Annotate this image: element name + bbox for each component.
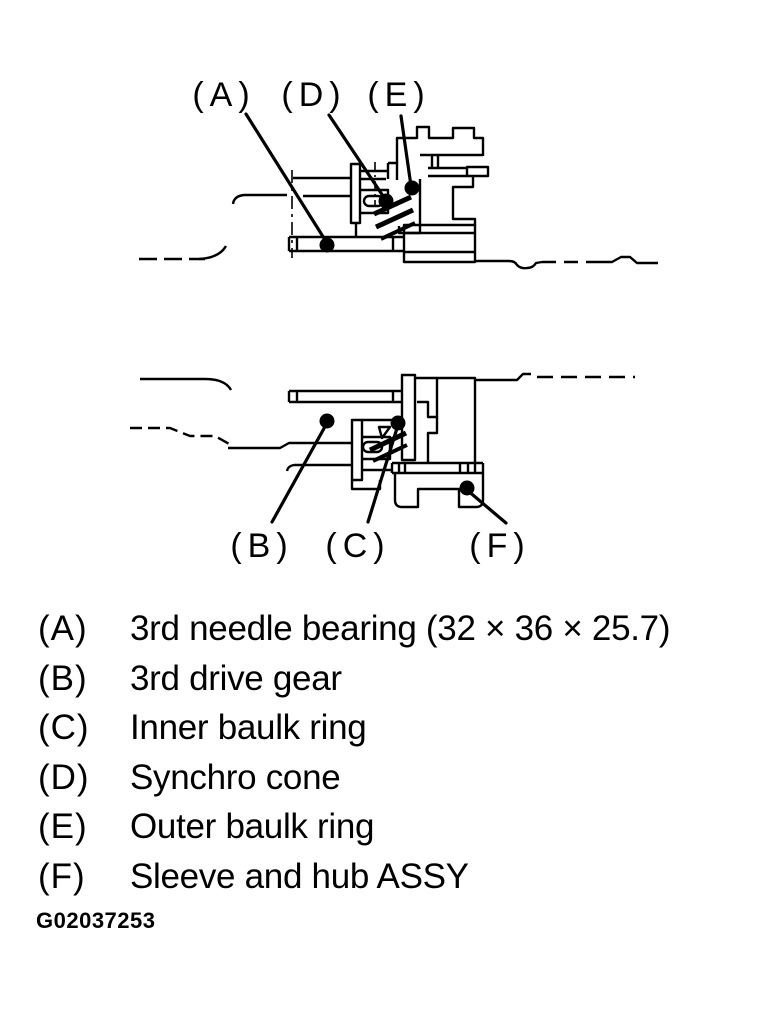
needle-bearing: [289, 237, 404, 251]
callout-label: (C): [325, 527, 391, 565]
callout-dot: [391, 416, 406, 431]
legend-item-text: 3rd needle bearing (32 × 36 × 25.7): [130, 609, 671, 648]
callout-F: [460, 481, 531, 566]
figure-code: G02037253: [36, 908, 156, 933]
legend-item: [38, 802, 748, 852]
legend-item-key: (E): [38, 807, 88, 846]
gear-web: [351, 164, 360, 237]
legend: [38, 604, 748, 901]
legend-item: [38, 654, 748, 704]
shaft-line: [287, 465, 352, 471]
case-contour: [475, 374, 531, 380]
legend-item-key: (B): [38, 658, 88, 698]
callout-label: (F): [469, 527, 531, 565]
top-diagram: [139, 76, 658, 268]
callout-label: (D): [281, 76, 347, 114]
bottom-diagram: [130, 374, 635, 565]
hub-flange: [428, 168, 467, 176]
legend-item-text: 3rd drive gear: [130, 658, 342, 698]
hub-flange-tab: [467, 167, 488, 176]
needle-bearing: [289, 391, 402, 402]
gear-block: [404, 225, 475, 262]
hub-body: [437, 378, 475, 473]
callout-E: [367, 76, 430, 196]
legend-item-text: Sleeve and hub ASSY: [130, 856, 469, 896]
legend-item: [38, 852, 748, 902]
callout-dot: [405, 181, 420, 196]
gear-web: [352, 420, 362, 480]
callout-label: (B): [230, 527, 294, 565]
legend-item: [38, 753, 748, 803]
legend-item-key: (F): [38, 856, 86, 896]
callout-label: (E): [367, 76, 431, 114]
legend-item: [38, 703, 748, 753]
callout-dot: [320, 414, 335, 429]
legend-item-text: Synchro cone: [130, 757, 341, 797]
gear-web-step: [352, 480, 380, 489]
sleeve: [392, 463, 483, 473]
case-contour: [475, 261, 542, 268]
leader-line: [401, 116, 411, 186]
legend-item-text: Outer baulk ring: [130, 807, 375, 846]
shaft-line: [233, 195, 287, 204]
callout-label: (A): [192, 76, 256, 114]
hub-step: [417, 402, 437, 463]
callout-dot: [320, 238, 335, 253]
callout-dot: [379, 194, 394, 209]
hub-spline: [432, 156, 438, 167]
case-contour: [596, 257, 658, 263]
gear-contour: [130, 428, 231, 445]
legend-item-key: (A): [38, 609, 88, 648]
legend-item-key: (C): [38, 708, 90, 747]
legend-item: [38, 604, 748, 654]
callout-dot: [460, 481, 475, 496]
leader-line: [272, 423, 327, 522]
callout-B: [230, 414, 334, 566]
leader-line: [329, 115, 385, 199]
legend-item-key: (D): [38, 757, 90, 797]
gear-contour: [199, 246, 226, 259]
shaft-line: [228, 443, 352, 448]
case-contour: [140, 379, 231, 390]
hub-step: [453, 176, 475, 226]
legend-item-text: Inner baulk ring: [130, 708, 367, 747]
